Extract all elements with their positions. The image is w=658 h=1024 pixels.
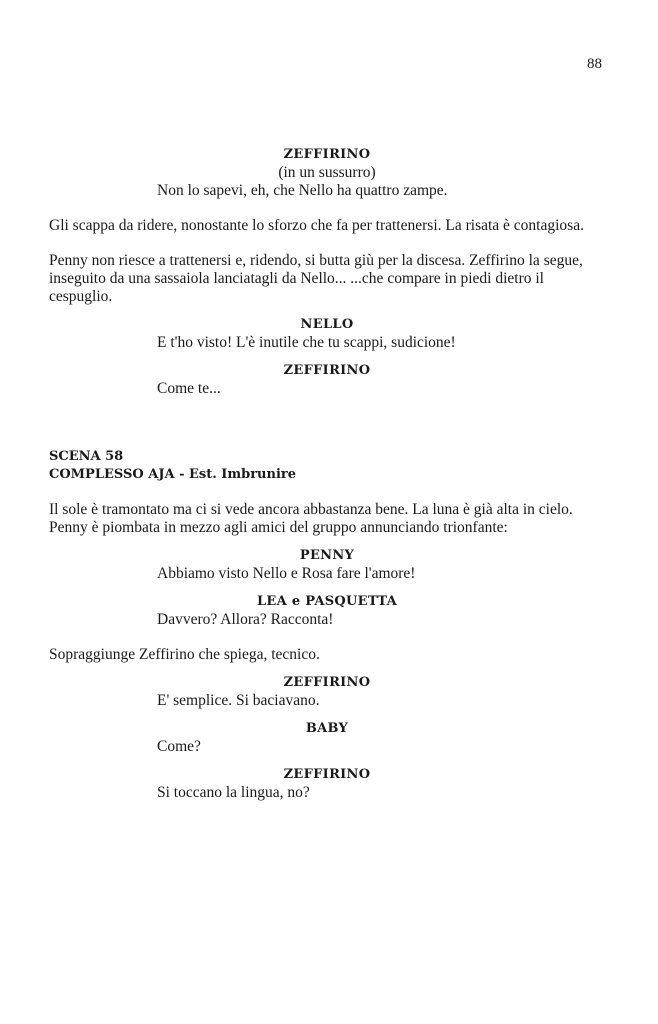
- character-name: NELLO: [300, 317, 354, 332]
- action-paragraph: Gli scappa da ridere, nonostante lo sforzo che fa per trattenersi. La risata è contagiosa.: [49, 217, 584, 234]
- dialogue-line: Come te...: [157, 380, 221, 397]
- character-name: PENNY: [299, 548, 355, 563]
- dialogue-line: E t'ho visto! L'è inutile che tu scappi, sudicione!: [157, 334, 456, 351]
- character-name: ZEFFIRINO: [283, 675, 371, 690]
- scene-location: COMPLESSO AJA - Est. Imbrunire: [49, 467, 297, 482]
- parenthetical: (in un sussurro): [278, 164, 376, 181]
- character-name: LEA e PASQUETTA: [256, 594, 398, 609]
- dialogue-line: Davvero? Allora? Racconta!: [157, 611, 334, 628]
- action-paragraph: Il sole è tramontato ma ci si vede ancora abbastanza bene. La luna è già alta in cielo. Penny è piombata in mezzo agli amici del gruppo annunciando trionfante:: [49, 501, 573, 536]
- action-paragraph: Sopraggiunge Zeffirino che spiega, tecnico.: [49, 646, 320, 663]
- dialogue-line: Come?: [157, 738, 201, 755]
- character-name: ZEFFIRINO: [283, 147, 371, 162]
- dialogue-line: Non lo sapevi, eh, che Nello ha quattro zampe.: [157, 182, 448, 199]
- dialogue-line: Abbiamo visto Nello e Rosa fare l'amore!: [157, 565, 416, 582]
- dialogue-line: Si toccano la lingua, no?: [157, 784, 310, 801]
- character-name: ZEFFIRINO: [283, 363, 371, 378]
- character-name: ZEFFIRINO: [283, 767, 371, 782]
- screenplay-body: [49, 146, 605, 802]
- action-paragraph: Penny non riesce a trattenersi e, ridendo, si butta giù per la discesa. Zeffirino la segue, inseguito da una sassaiola lanciatagli da Nello... ...che compare in piedi dietro il cespuglio.: [49, 252, 583, 305]
- character-name: BABY: [305, 721, 349, 736]
- scene-number: SCENA 58: [49, 449, 124, 464]
- page-number: 88: [587, 56, 602, 72]
- dialogue-line: E' semplice. Si baciavano.: [157, 692, 320, 709]
